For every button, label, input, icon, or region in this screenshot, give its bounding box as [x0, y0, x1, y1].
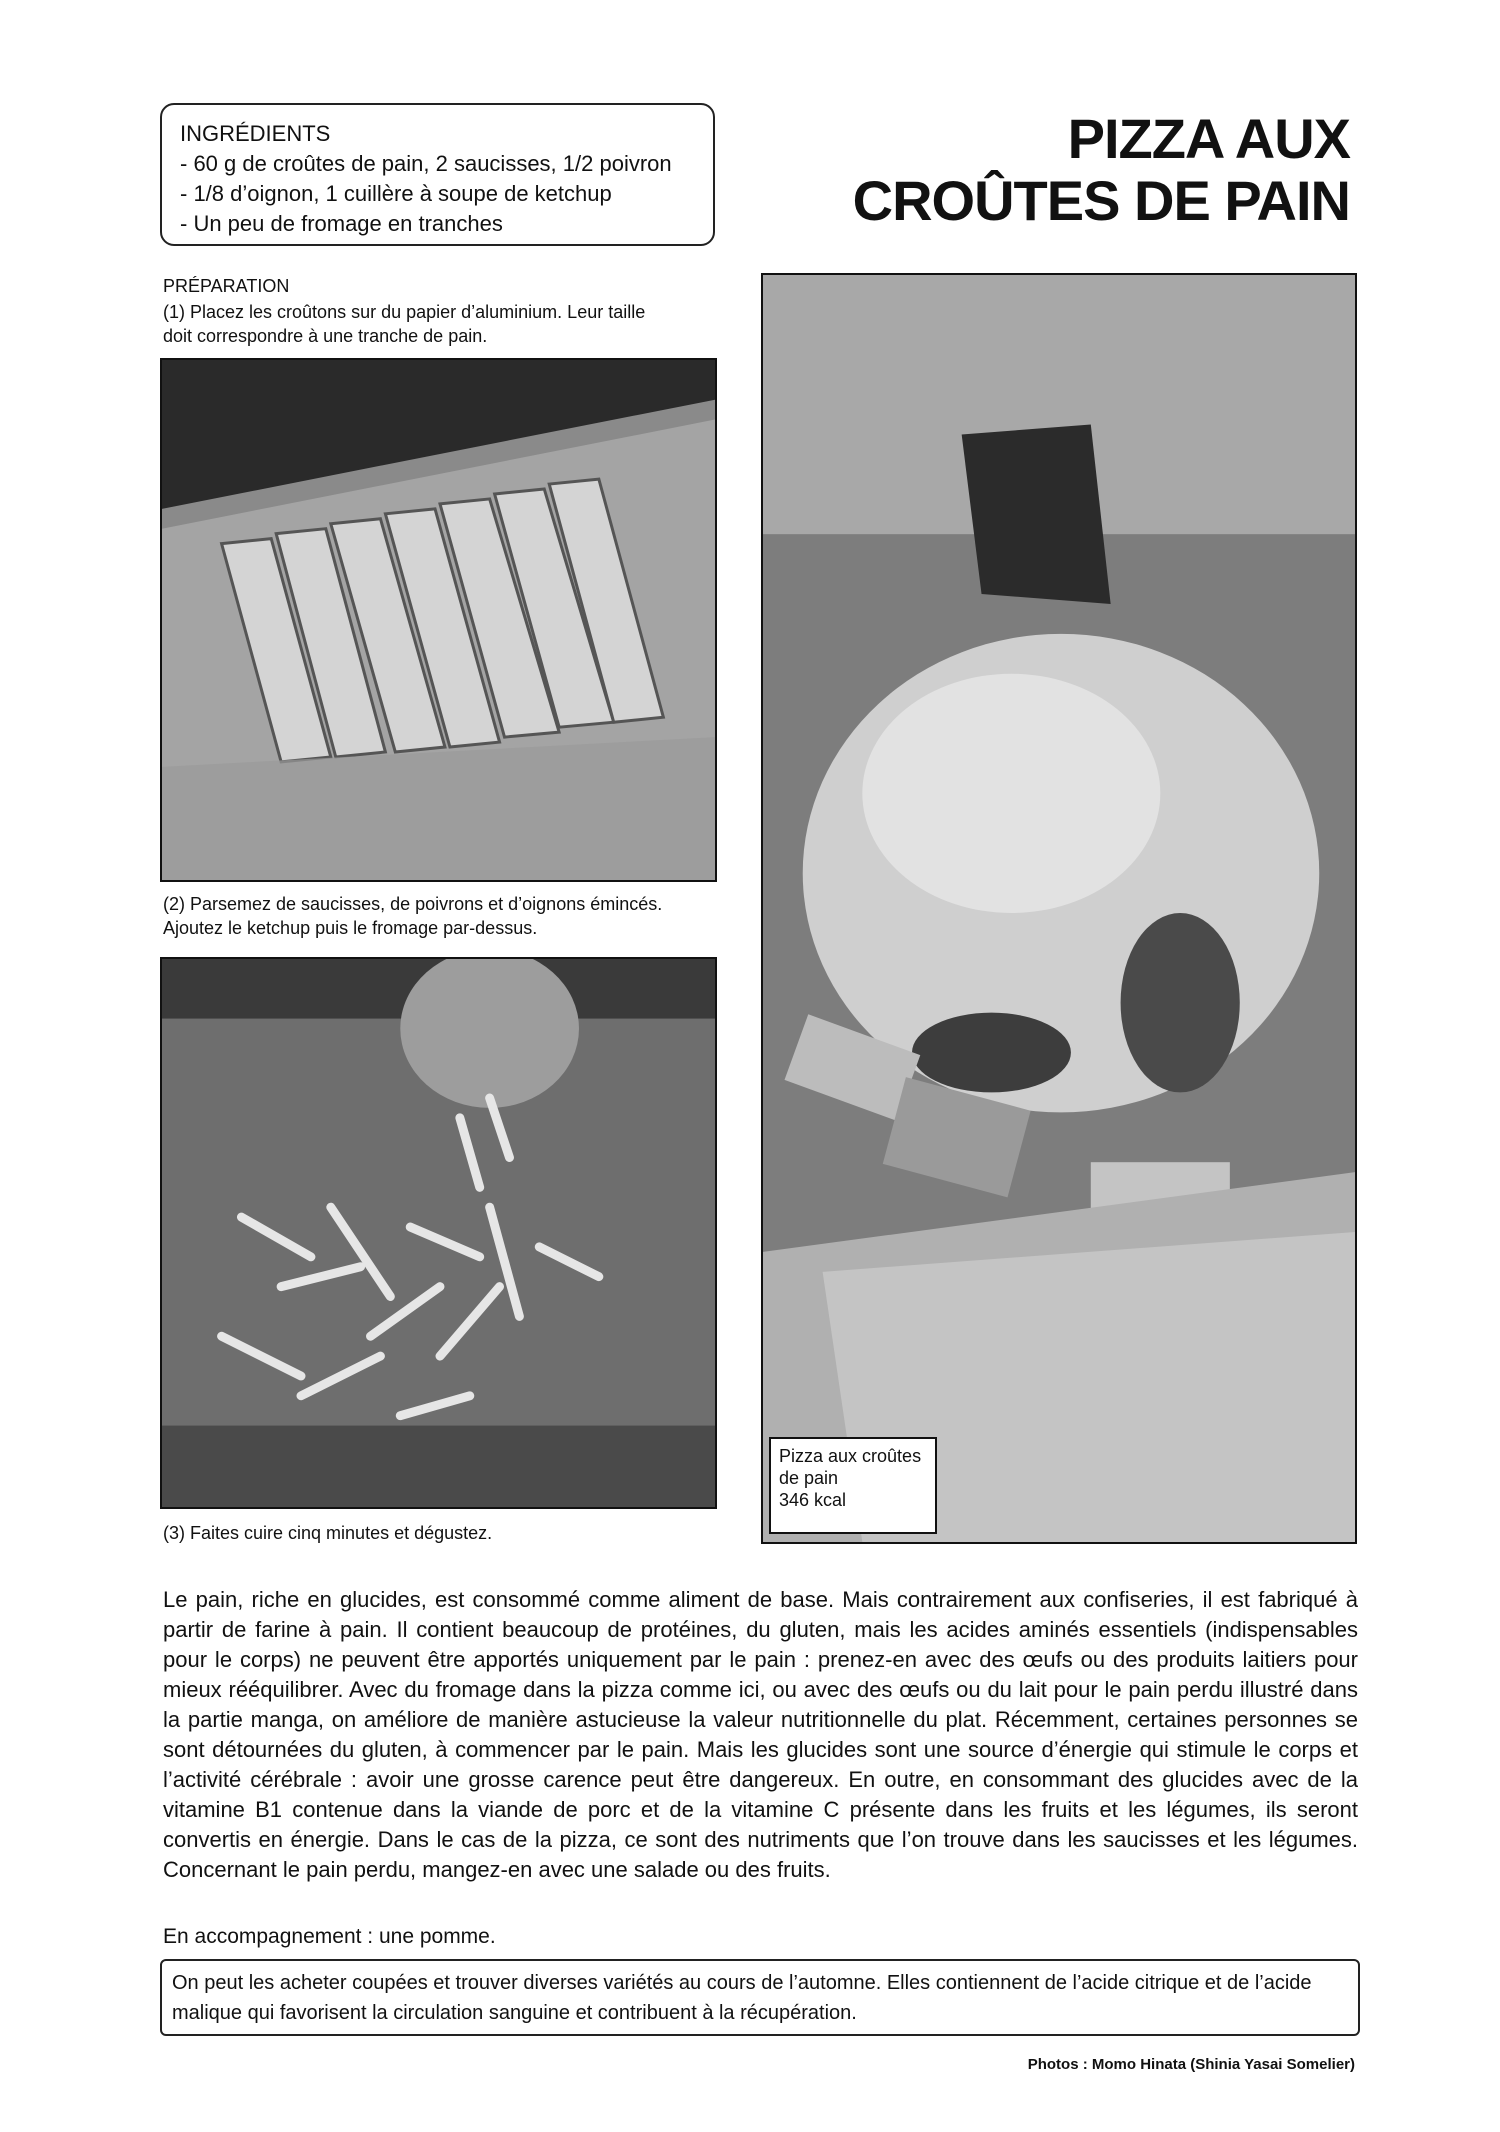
- calorie-value: 346 kcal: [779, 1490, 847, 1510]
- cheese-topping-image: [162, 959, 715, 1507]
- ingredient-line: - 1/8 d’oignon, 1 cuillère à soupe de ketchup: [180, 181, 612, 206]
- apple-note-box: On peut les acheter coupées et trouver diverses variétés au cours de l’automne. Elles contiennent de l’acide citrique et de l’acide malique qui favorisent la circulation sanguine et contribuent à la récupération.: [160, 1959, 1360, 2036]
- nutrition-article-text: Le pain, riche en glucides, est consommé comme aliment de base. Mais contrairement aux confiseries, il est fabriqué à partir de farine à pain. Il contient beaucoup de protéines, du gluten, mais les acides aminés essentiels (indispensables pour le corps) ne peuvent être apportés uniquement par le pain : prenez-en avec des œufs ou des produits laitiers pour mieux rééquilibrer. Avec du fromage dans la pizza comme ici, ou avec des œufs ou du lait pour le pain perdu illustré dans la partie manga, on améliore de manière astucieuse la valeur nutritionnelle du plat. Récemment, certaines personnes se sont détournées du gluten, à commencer par le pain. Mais les glucides sont une source d’énergie qui stimule le corps et l’activité cérébrale : avoir une grosse carence peut être dangereux. En outre, en consommant des glucides avec de la vitamine B1 contenue dans la viande de porc et de la vitamine C présente dans les fruits et les légumes, ils seront convertis en énergie. Dans le cas de la pizza, ce sont des nutriments que l’on trouve dans les saucisses et les légumes. Concernant le pain perdu, mangez-en avec une salade ou des fruits.: [163, 1587, 1358, 1882]
- finished-pizza-image: [763, 275, 1355, 1542]
- photo-caption: [769, 1437, 937, 1534]
- caption-line: de pain: [779, 1468, 839, 1488]
- step-1-line: doit correspondre à une tranche de pain.: [163, 326, 488, 346]
- step-3-text: (3) Faites cuire cinq minutes et dégustez.: [163, 1523, 493, 1543]
- step-2-photo: [160, 957, 717, 1509]
- recipe-title-line-1: PIZZA AUX: [1067, 107, 1350, 170]
- ingredient-line: - 60 g de croûtes de pain, 2 saucisses, 1/2 poivron: [180, 151, 672, 176]
- step-1-line: (1) Placez les croûtons sur du papier d’aluminium. Leur taille: [163, 302, 646, 322]
- photo-credits: Photos : Momo Hinata (Shinia Yasai Somelier): [1027, 2056, 1355, 2073]
- ingredient-line: - Un peu de fromage en tranches: [180, 211, 503, 236]
- finished-pizza-photo: [761, 273, 1357, 1544]
- step-2-line: (2) Parsemez de saucisses, de poivrons et d’oignons émincés.: [163, 894, 663, 914]
- recipe-title-line-2: CROÛTES DE PAIN: [852, 169, 1350, 232]
- caption-line: Pizza aux croûtes: [779, 1446, 922, 1466]
- accompaniment-text: En accompagnement : une pomme.: [163, 1925, 496, 1948]
- step-1-text: [163, 300, 723, 348]
- step-2-line: Ajoutez le ketchup puis le fromage par-dessus.: [163, 918, 538, 938]
- ingredients-box: [160, 103, 715, 246]
- recipe-title: [830, 108, 1350, 232]
- croutons-on-foil-image: [162, 360, 715, 880]
- ingredients-heading: INGRÉDIENTS: [180, 121, 331, 146]
- step-2-text: [163, 892, 723, 940]
- preparation-heading: PRÉPARATION: [163, 276, 290, 296]
- step-1-photo: [160, 358, 717, 882]
